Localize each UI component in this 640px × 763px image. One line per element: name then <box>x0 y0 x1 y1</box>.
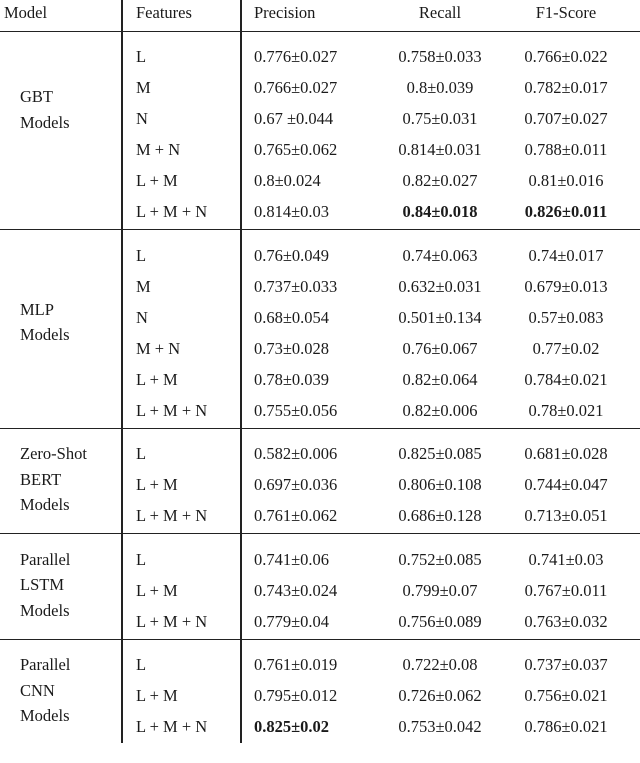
table-row <box>0 73 640 104</box>
cell-precision: 0.825±0.02 <box>254 717 330 736</box>
cell-recall: 0.722±0.08 <box>402 655 478 674</box>
cell-f1: 0.741±0.03 <box>528 549 604 569</box>
cell-f1: 0.57±0.083 <box>528 307 604 327</box>
cell-f1: 0.786±0.021 <box>524 717 608 736</box>
cell-f1: 0.81±0.016 <box>528 171 604 190</box>
model-label-line: Parallel <box>20 549 71 569</box>
cell-precision: 0.765±0.062 <box>254 140 338 159</box>
model-label-line: Models <box>20 325 70 344</box>
cell-f1: 0.74±0.017 <box>528 245 604 265</box>
cell-features: N <box>136 307 148 327</box>
cell-recall: 0.753±0.042 <box>398 717 482 736</box>
model-label-line: GBT <box>20 87 53 106</box>
cell-f1: 0.766±0.022 <box>524 47 608 66</box>
cell-features: M + N <box>136 338 181 358</box>
cell-precision: 0.67 ±0.044 <box>254 109 334 128</box>
cell-precision: 0.78±0.039 <box>254 369 330 389</box>
table-row <box>0 104 640 135</box>
cell-recall: 0.82±0.027 <box>402 171 478 190</box>
cell-precision: 0.743±0.024 <box>254 580 338 600</box>
model-group <box>0 32 640 230</box>
table-row <box>0 545 640 576</box>
cell-f1: 0.756±0.021 <box>524 686 608 705</box>
table-row <box>0 241 640 272</box>
model-group <box>0 640 640 763</box>
model-group <box>0 429 640 534</box>
cell-precision: 0.795±0.012 <box>254 686 338 705</box>
header-features: Features <box>136 3 192 22</box>
cell-precision: 0.582±0.006 <box>254 444 338 463</box>
cell-precision: 0.761±0.062 <box>254 506 338 525</box>
header-recall: Recall <box>418 3 462 22</box>
cell-features: M <box>136 78 151 97</box>
cell-precision: 0.741±0.06 <box>254 549 330 569</box>
table-row <box>0 272 640 303</box>
cell-f1: 0.784±0.021 <box>524 369 608 389</box>
cell-features: N <box>136 109 148 128</box>
table-row <box>0 135 640 166</box>
cell-recall: 0.752±0.085 <box>398 549 482 569</box>
cell-precision: 0.73±0.028 <box>254 338 330 358</box>
cell-f1: 0.788±0.011 <box>524 140 608 159</box>
cell-f1: 0.681±0.028 <box>524 444 608 463</box>
model-label-line: CNN <box>20 680 55 700</box>
table-row <box>0 501 640 532</box>
table-row <box>0 303 640 334</box>
cell-features: L + M <box>136 580 178 600</box>
cell-features: L + M + N <box>136 717 208 736</box>
cell-f1: 0.679±0.013 <box>524 276 608 296</box>
cell-f1: 0.782±0.017 <box>524 78 608 97</box>
cell-features: L + M <box>136 369 178 389</box>
cell-recall: 0.8±0.039 <box>406 78 474 97</box>
model-label-line: Models <box>20 600 70 620</box>
cell-recall: 0.686±0.128 <box>398 506 482 525</box>
model-group <box>0 231 640 429</box>
cell-recall: 0.825±0.085 <box>398 444 482 463</box>
cell-recall: 0.82±0.064 <box>402 369 478 389</box>
table-row <box>0 439 640 470</box>
cell-features: L + M <box>136 686 178 705</box>
cell-features: L + M + N <box>136 506 208 525</box>
header-f1: F1-Score <box>535 3 597 22</box>
cell-precision: 0.697±0.036 <box>254 475 338 494</box>
header-precision: Precision <box>254 3 316 22</box>
cell-precision: 0.776±0.027 <box>254 47 338 66</box>
cell-precision: 0.779±0.04 <box>254 611 330 631</box>
header-model: Model <box>4 3 48 22</box>
table-row <box>0 607 640 638</box>
table-row <box>0 576 640 607</box>
model-label-line: LSTM <box>20 575 65 594</box>
cell-precision: 0.737±0.033 <box>254 276 338 296</box>
cell-features: L <box>136 47 147 66</box>
cell-f1: 0.826±0.011 <box>524 202 608 221</box>
cell-features: L <box>136 549 147 569</box>
cell-recall: 0.76±0.067 <box>402 338 478 358</box>
table-row <box>0 650 640 681</box>
cell-recall: 0.799±0.07 <box>402 580 478 600</box>
cell-f1: 0.77±0.02 <box>532 338 600 358</box>
table-header <box>0 0 640 32</box>
cell-features: L + M + N <box>136 400 208 420</box>
cell-recall: 0.806±0.108 <box>398 475 482 494</box>
cell-precision: 0.766±0.027 <box>254 78 338 97</box>
cell-features: L + M + N <box>136 611 208 631</box>
model-label-line: Models <box>20 112 70 132</box>
cell-f1: 0.763±0.032 <box>524 611 608 631</box>
table-row <box>0 166 640 197</box>
cell-features: L + M <box>136 171 178 190</box>
model-label-line: Parallel <box>20 655 71 674</box>
table-row <box>0 396 640 427</box>
cell-precision: 0.8±0.024 <box>254 171 321 190</box>
cell-precision: 0.761±0.019 <box>254 655 338 674</box>
cell-f1: 0.737±0.037 <box>524 655 608 674</box>
cell-f1: 0.78±0.021 <box>528 400 604 420</box>
cell-features: L + M <box>136 475 178 494</box>
cell-recall: 0.814±0.031 <box>398 140 482 159</box>
table-row <box>0 42 640 73</box>
cell-recall: 0.632±0.031 <box>398 276 482 296</box>
cell-f1: 0.767±0.011 <box>524 580 608 600</box>
cell-recall: 0.82±0.006 <box>402 400 478 420</box>
model-label-line: Models <box>20 706 70 725</box>
model-label-line: Zero-Shot <box>20 444 87 463</box>
cell-f1: 0.707±0.027 <box>524 109 608 128</box>
table-row <box>0 712 640 743</box>
model-label-line: BERT <box>20 469 62 489</box>
cell-recall: 0.756±0.089 <box>398 611 482 631</box>
model-label-line: MLP <box>20 299 54 319</box>
cell-features: L <box>136 655 147 674</box>
cell-precision: 0.755±0.056 <box>254 400 338 420</box>
cell-recall: 0.84±0.018 <box>402 202 478 221</box>
cell-features: L <box>136 245 147 265</box>
table-row <box>0 334 640 365</box>
table-row <box>0 470 640 501</box>
cell-features: L + M + N <box>136 202 208 221</box>
table-row <box>0 681 640 712</box>
table-row <box>0 197 640 228</box>
cell-features: L <box>136 444 147 463</box>
cell-recall: 0.74±0.063 <box>402 245 478 265</box>
cell-recall: 0.726±0.062 <box>398 686 482 705</box>
model-label-line: Models <box>20 495 70 514</box>
cell-recall: 0.758±0.033 <box>398 47 482 66</box>
model-group <box>0 535 640 640</box>
cell-recall: 0.75±0.031 <box>402 109 478 128</box>
cell-f1: 0.713±0.051 <box>524 506 608 525</box>
cell-precision: 0.68±0.054 <box>254 307 330 327</box>
cell-recall: 0.501±0.134 <box>398 307 482 327</box>
cell-precision: 0.76±0.049 <box>254 245 330 265</box>
table-row <box>0 365 640 396</box>
cell-features: M + N <box>136 140 181 159</box>
cell-precision: 0.814±0.03 <box>254 202 330 221</box>
cell-features: M <box>136 276 151 296</box>
cell-f1: 0.744±0.047 <box>524 475 608 494</box>
